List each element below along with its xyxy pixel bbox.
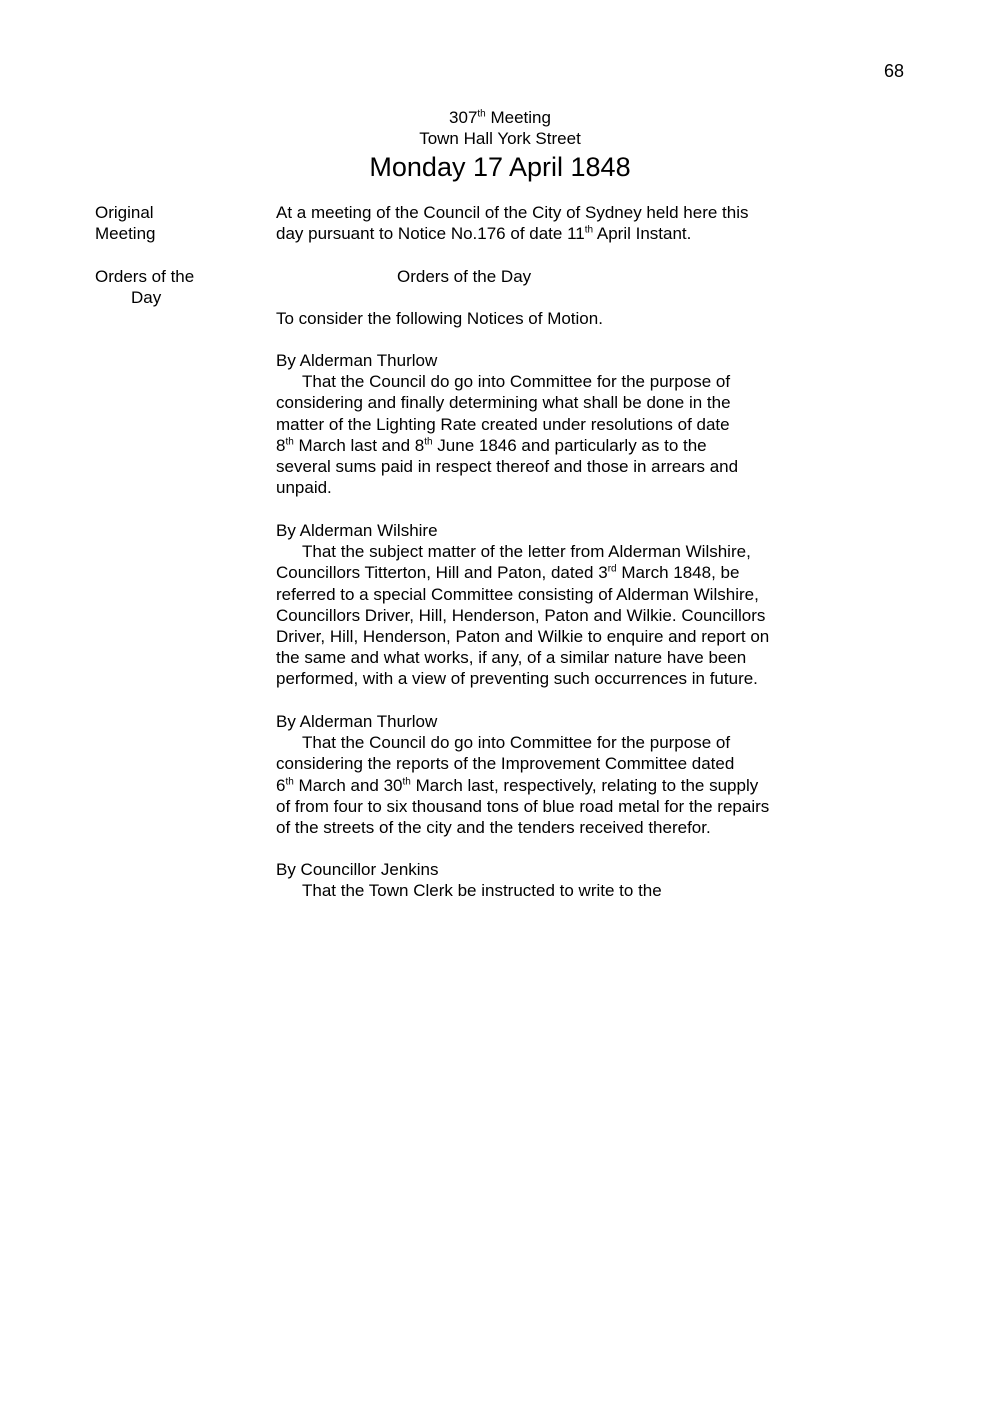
intro-paragraph (276, 308, 836, 329)
motion-line (276, 435, 836, 456)
meeting-header (300, 107, 700, 184)
ordinal-suffix: th (584, 224, 594, 236)
motion-wilshire-special-committee (276, 520, 836, 690)
ordinal-suffix: rd (607, 563, 617, 575)
motion-line: That the subject matter of the letter from Alderman Wilshire, (302, 542, 751, 562)
motion-thurlow-lighting-rate (276, 350, 836, 498)
opening-paragraph (276, 202, 836, 244)
margin-note-line: Original (95, 203, 154, 222)
motion-mover: By Alderman Thurlow (276, 351, 438, 370)
motion-line: referred to a special Committee consisting of Alderman Wilshire, (276, 584, 759, 604)
margin-note-line: Day (131, 288, 162, 308)
meeting-location: Town Hall York Street (419, 129, 581, 148)
text-run: June 1846 and particularly as to the (432, 435, 707, 455)
motion-line: considering the reports of the Improvement Committee dated (276, 754, 735, 774)
motion-line: That the Council do go into Committee for the purpose of (302, 733, 731, 753)
opening-line (276, 223, 836, 244)
ordinal-suffix: th (285, 436, 294, 448)
motion-line: of the streets of the city and the tenders received therefor. (276, 818, 711, 838)
margin-note-original-meeting (95, 202, 255, 244)
motion-mover: By Alderman Wilshire (276, 521, 438, 540)
motion-thurlow-road-metal (276, 711, 836, 838)
motion-line: considering and finally determining what shall be done in the (276, 393, 731, 413)
motion-jenkins-town-clerk (276, 859, 836, 901)
text-run: March last and 8 (293, 435, 425, 455)
motion-line: Councillors Driver, Hill, Henderson, Paton and Wilkie. Councillors (276, 605, 766, 625)
text-run: April Instant. (593, 224, 692, 244)
opening-line: At a meeting of the Council of the City of Sydney held here this (276, 203, 749, 222)
motion-line: the same and what works, if any, of a similar nature have been (276, 648, 747, 668)
motion-line: matter of the Lighting Rate created under resolutions of date (276, 414, 730, 434)
motion-line (276, 775, 836, 796)
intro-line: To consider the following Notices of Motion. (276, 309, 603, 328)
text-run: day pursuant to Notice No.176 of date 11 (276, 224, 585, 244)
meeting-word: Meeting (485, 108, 551, 127)
motion-line: That the Council do go into Committee for the purpose of (302, 372, 731, 392)
meeting-date-title: Monday 17 April 1848 (369, 152, 631, 182)
ordinal-suffix: th (424, 436, 433, 448)
text-run: 6 (276, 775, 286, 795)
margin-note-line: Meeting (95, 224, 156, 244)
text-run: Councillors Titterton, Hill and Paton, dated 3 (276, 563, 608, 583)
motion-line: That the Town Clerk be instructed to write to the (302, 881, 662, 901)
motion-line: performed, with a view of preventing such occurrences in future. (276, 669, 758, 689)
ordinal-suffix: th (402, 775, 411, 787)
text-run: March and 30 (293, 775, 403, 795)
motion-line: of from four to six thousand tons of blue road metal for the repairs (276, 796, 770, 816)
motion-line: Driver, Hill, Henderson, Paton and Wilkie to enquire and report on (276, 627, 770, 647)
meeting-number-suffix: th (477, 108, 486, 120)
text-run: March last, respectively, relating to the supply (410, 775, 759, 795)
motion-line: unpaid. (276, 478, 332, 498)
meeting-number-value: 307 (449, 108, 478, 127)
motion-line (276, 562, 836, 583)
page-number: 68 (883, 61, 904, 81)
motion-mover: By Alderman Thurlow (276, 712, 438, 731)
orders-of-the-day-heading: Orders of the Day (397, 267, 532, 286)
margin-note-orders-of-the-day (95, 266, 255, 308)
meeting-number (300, 107, 700, 128)
text-run: 8 (276, 435, 286, 455)
margin-note-line: Orders of the (95, 267, 195, 286)
motion-line: several sums paid in respect thereof and those in arrears and (276, 457, 739, 477)
motion-mover: By Councillor Jenkins (276, 860, 439, 879)
ordinal-suffix: th (285, 775, 294, 787)
text-run: March 1848, be (616, 563, 740, 583)
